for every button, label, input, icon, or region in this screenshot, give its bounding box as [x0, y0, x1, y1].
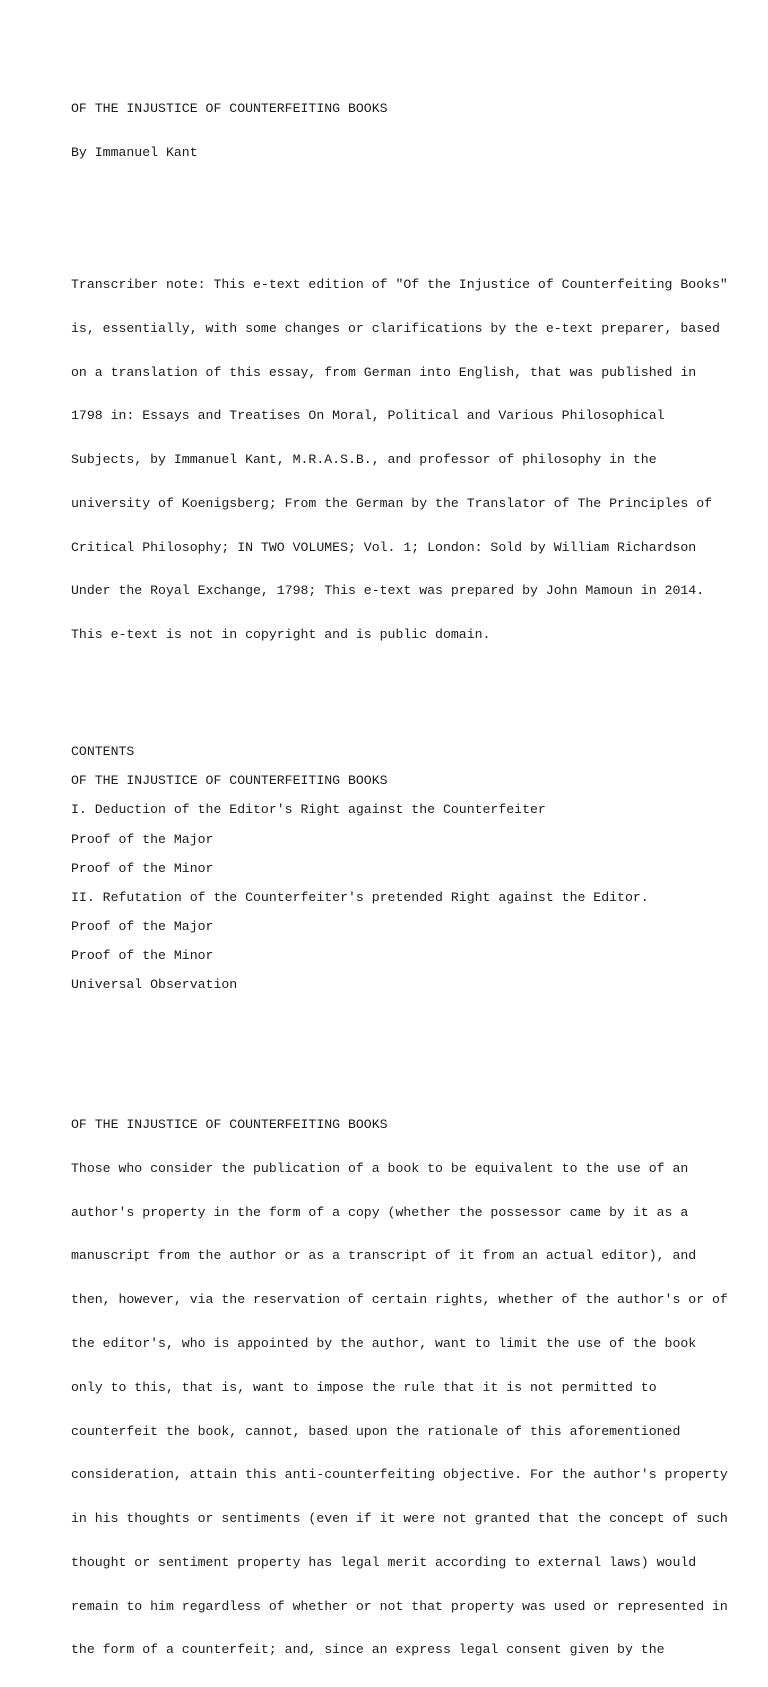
author-byline: By Immanuel Kant: [71, 144, 198, 160]
note-line: This e-text is not in copyright and is public domain.: [71, 627, 491, 643]
toc-item-universal-observation: Universal Observation: [71, 977, 238, 993]
toc-item-proof-minor: Proof of the Minor: [71, 860, 214, 876]
toc-item-deduction: I. Deduction of the Editor's Right against the Counterfeiter: [71, 802, 546, 818]
document-header: [71, 73, 731, 190]
note-line: Transcriber note: This e-text edition of "Of the Injustice of Counterfeiting Books": [71, 276, 728, 292]
body-line: the editor's, who is appointed by the author, want to limit the use of the book: [71, 1335, 697, 1351]
note-line: 1798 in: Essays and Treatises On Moral, Political and Various Philosophical: [71, 408, 665, 424]
body-line: consideration, attain this anti-counterfeiting objective. For the author's property: [71, 1467, 728, 1483]
toc-item-proof-minor: Proof of the Minor: [71, 948, 214, 964]
contents-heading: CONTENTS: [71, 743, 135, 759]
transcriber-note: [71, 249, 731, 672]
body-line: then, however, via the reservation of certain rights, whether of the author's or of: [71, 1292, 728, 1308]
body-line: Those who consider the publication of a book to be equivalent to the use of an: [71, 1160, 689, 1176]
toc-item-refutation: II. Refutation of the Counterfeiter's pretended Right against the Editor.: [71, 889, 649, 905]
section-heading: OF THE INJUSTICE OF COUNTERFEITING BOOKS: [71, 1117, 388, 1133]
body-line: in his thoughts or sentiments (even if it were not granted that the concept of such: [71, 1511, 728, 1527]
note-line: Under the Royal Exchange, 1798; This e-text was prepared by John Mamoun in 2014.: [71, 583, 705, 599]
section-body: [71, 1133, 731, 1687]
note-line: is, essentially, with some changes or clarifications by the e-text preparer, based: [71, 320, 720, 336]
body-line: author's property in the form of a copy (whether the possessor came by it as a: [71, 1204, 689, 1220]
toc-item-proof-major: Proof of the Major: [71, 831, 214, 847]
note-line: university of Koenigsberg; From the German by the Translator of The Principles of: [71, 495, 713, 511]
body-line: manuscript from the author or as a transcript of it from an actual editor), and: [71, 1248, 697, 1264]
note-line: Subjects, by Immanuel Kant, M.R.A.S.B., and professor of philosophy in the: [71, 452, 657, 468]
toc-item-title: OF THE INJUSTICE OF COUNTERFEITING BOOKS: [71, 773, 388, 789]
document-page: [71, 73, 731, 1687]
body-line: counterfeit the book, cannot, based upon the rationale of this aforementioned: [71, 1423, 681, 1439]
document-title: OF THE INJUSTICE OF COUNTERFEITING BOOKS: [71, 101, 388, 117]
note-line: Critical Philosophy; IN TWO VOLUMES; Vol. 1; London: Sold by William Richardson: [71, 539, 697, 555]
body-line: thought or sentiment property has legal merit according to external laws) would: [71, 1554, 697, 1570]
body-line: the form of a counterfeit; and, since an express legal consent given by the: [71, 1642, 665, 1658]
toc-item-proof-major: Proof of the Major: [71, 919, 214, 935]
note-line: on a translation of this essay, from German into English, that was published in: [71, 364, 697, 380]
body-line: remain to him regardless of whether or not that property was used or represented in: [71, 1598, 728, 1614]
body-line: only to this, that is, want to impose the rule that it is not permitted to: [71, 1379, 657, 1395]
